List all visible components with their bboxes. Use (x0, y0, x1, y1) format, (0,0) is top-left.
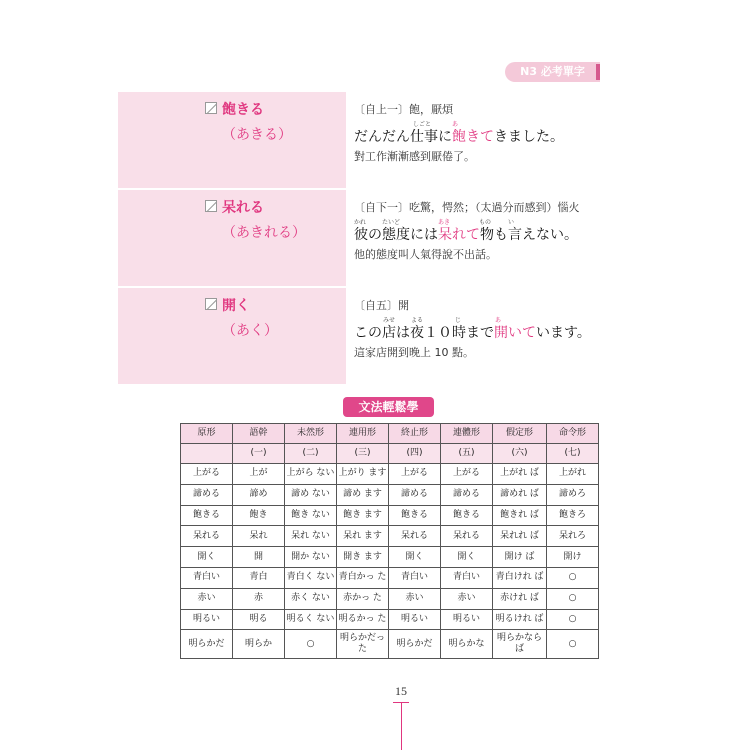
sentence-segment: この (354, 325, 382, 341)
table-cell: 開 (233, 547, 285, 568)
table-row (181, 567, 599, 588)
table-cell: 開か ない (285, 547, 337, 568)
vocab-word-panel (118, 92, 346, 188)
table-row (181, 630, 599, 659)
table-cell: ○ (547, 630, 599, 659)
part-of-speech: 〔自五〕開 (354, 299, 409, 312)
table-cell: 呆れ ます (337, 526, 389, 547)
table-cell: 開き ます (337, 547, 389, 568)
table-cell: 明る (233, 609, 285, 630)
table-cell: 飽きれ ば (493, 505, 547, 526)
sentence-highlight: 呆れて (438, 227, 480, 243)
column-number: (三) (337, 444, 389, 464)
table-cell: 諦める (441, 484, 493, 505)
vocab-detail (354, 190, 600, 286)
divider (118, 384, 346, 386)
checkbox-icon[interactable] (205, 200, 217, 212)
conjugation-table (180, 423, 599, 659)
table-cell: 上がり ます (337, 464, 389, 485)
table-row (181, 484, 599, 505)
table-cell: 赤い (389, 588, 441, 609)
table-cell: 呆れる (389, 526, 441, 547)
table-cell: 開く (181, 547, 233, 568)
vocab-word: 開く (222, 298, 250, 314)
table-cell: 青白い (181, 567, 233, 588)
table-cell: 上がる (181, 464, 233, 485)
sentence-segment: 仕事 (410, 129, 438, 145)
column-number: (七) (547, 444, 599, 464)
checkbox-icon[interactable] (205, 298, 217, 310)
sentence-segment: １０ (424, 325, 452, 341)
table-row (181, 547, 599, 568)
table-row (181, 464, 599, 485)
table-cell: 諦め (233, 484, 285, 505)
sentence-segment: います。 (536, 325, 591, 341)
table-cell: ○ (547, 609, 599, 630)
furigana: あ (452, 121, 459, 128)
column-header: 原形 (181, 424, 233, 444)
vocab-detail (354, 288, 600, 384)
furigana: あ (495, 317, 502, 324)
table-cell: 明らかなら ば (493, 630, 547, 659)
furigana: しごと (413, 121, 432, 128)
table-cell: 明るい (441, 609, 493, 630)
sentence-segment: 態度 (382, 227, 410, 243)
translation: 對工作漸漸感到厭倦了。 (354, 150, 475, 163)
vocab-detail (354, 92, 600, 188)
table-cell: 赤い (441, 588, 493, 609)
vocab-word: 飽きる (222, 102, 264, 118)
table-cell: 青白かっ た (337, 567, 389, 588)
table-cell: 青白く ない (285, 567, 337, 588)
table-cell: 明らかだ (389, 630, 441, 659)
table-cell: 明るかっ た (337, 609, 389, 630)
sentence-segment: 言 (508, 227, 522, 243)
table-cell: 明るけれ ば (493, 609, 547, 630)
vocab-entry-3 (118, 288, 600, 386)
table-cell: 明るい (389, 609, 441, 630)
table-cell: 上がら ない (285, 464, 337, 485)
table-cell: 呆れる (441, 526, 493, 547)
furigana: じ (455, 317, 462, 324)
grammar-section-title: 文法輕鬆學 (343, 397, 434, 417)
table-cell: ○ (547, 588, 599, 609)
furigana: みせ (383, 317, 396, 324)
table-cell: 諦め ます (337, 484, 389, 505)
table-cell: 青白 (233, 567, 285, 588)
table-number-row (181, 444, 599, 464)
table-cell: 諦める (181, 484, 233, 505)
column-header: 終止形 (389, 424, 441, 444)
vocab-entry-1 (118, 92, 600, 190)
table-cell: 赤い (181, 588, 233, 609)
table-cell: 呆れ ない (285, 526, 337, 547)
sentence-segment: まで (466, 325, 494, 341)
furigana: よる (411, 317, 424, 324)
table-cell: 飽き ます (337, 505, 389, 526)
vocab-list (118, 92, 600, 386)
table-cell: 青白い (389, 567, 441, 588)
table-cell: ○ (547, 567, 599, 588)
table-row (181, 526, 599, 547)
sentence-segment: 物 (480, 227, 494, 243)
table-cell: 諦める (389, 484, 441, 505)
table-cell: 明るく ない (285, 609, 337, 630)
column-header: 假定形 (493, 424, 547, 444)
column-header: 連體形 (441, 424, 493, 444)
table-header-row (181, 424, 599, 444)
sentence-segment: きました。 (494, 129, 564, 145)
part-of-speech: 〔自下一〕吃驚，愕然；（太過分而感到）惱火 (354, 201, 580, 214)
sentence-segment: は (396, 325, 410, 341)
table-cell: 明らか (233, 630, 285, 659)
table-cell: 赤かっ た (337, 588, 389, 609)
checkbox-icon[interactable] (205, 102, 217, 114)
table-cell: 呆れる (181, 526, 233, 547)
vocab-word-panel (118, 288, 346, 384)
table-cell: 諦めれ ば (493, 484, 547, 505)
translation: 他的態度叫人氣得說不出話。 (354, 248, 497, 261)
sentence-segment: の (368, 227, 382, 243)
table-cell: 青白けれ ば (493, 567, 547, 588)
table-cell: 上がる (441, 464, 493, 485)
table-cell: 飽き ない (285, 505, 337, 526)
column-number (181, 444, 233, 464)
table-cell: 諦めろ (547, 484, 599, 505)
column-header: 命令形 (547, 424, 599, 444)
page-number: 15 (395, 684, 407, 698)
table-cell: 赤けれ ば (493, 588, 547, 609)
sentence-segment: 彼 (354, 227, 368, 243)
furigana: たいど (382, 219, 401, 226)
table-cell: 上がれ ば (493, 464, 547, 485)
column-header: 連用形 (337, 424, 389, 444)
example-sentence (354, 322, 591, 342)
translation: 這家店開到晚上 10 點。 (354, 346, 474, 359)
vocab-word-panel (118, 190, 346, 286)
table-cell: 呆れれ ば (493, 526, 547, 547)
furigana: かれ (354, 219, 367, 226)
table-cell: 上がれ (547, 464, 599, 485)
sentence-highlight: 開いて (494, 325, 536, 341)
table-cell: 呆れ (233, 526, 285, 547)
sentence-segment: も (494, 227, 508, 243)
sentence-segment: 夜 (410, 325, 424, 341)
vocab-entry-2 (118, 190, 600, 288)
section-header-tab: N3 必考單字 (505, 62, 600, 82)
vocab-reading: （あきれる） (222, 225, 306, 241)
furigana: い (508, 219, 515, 226)
table-row (181, 588, 599, 609)
part-of-speech: 〔自上一〕飽，厭煩 (354, 103, 453, 116)
table-cell: 開く (389, 547, 441, 568)
column-number: (四) (389, 444, 441, 464)
table-cell: 上がる (389, 464, 441, 485)
table-cell: 諦め ない (285, 484, 337, 505)
furigana: もの (479, 219, 492, 226)
vocab-word: 呆れる (222, 200, 264, 216)
column-number: (五) (441, 444, 493, 464)
table-cell: 飽きる (441, 505, 493, 526)
table-row (181, 609, 599, 630)
sentence-segment: だんだん (354, 129, 410, 145)
example-sentence (354, 224, 578, 244)
table-body (181, 464, 599, 659)
table-cell: 赤 (233, 588, 285, 609)
column-number: (一) (233, 444, 285, 464)
table-cell: 明らかだ (181, 630, 233, 659)
table-cell: 明るい (181, 609, 233, 630)
sentence-highlight: 飽きて (452, 129, 494, 145)
sentence-segment: には (410, 227, 438, 243)
table-cell: 呆れろ (547, 526, 599, 547)
sentence-segment: 時 (452, 325, 466, 341)
table-cell: 明らかな (441, 630, 493, 659)
sentence-segment: 店 (382, 325, 396, 341)
table-row (181, 505, 599, 526)
table-cell: 開け ば (493, 547, 547, 568)
table-cell: 上が (233, 464, 285, 485)
column-number: (六) (493, 444, 547, 464)
table-cell: ○ (285, 630, 337, 659)
column-header: 未然形 (285, 424, 337, 444)
furigana: あき (438, 219, 451, 226)
table-cell: 青白い (441, 567, 493, 588)
table-cell: 飽きろ (547, 505, 599, 526)
example-sentence (354, 126, 564, 146)
sentence-segment: えない。 (522, 227, 578, 243)
table-cell: 明らかだっ た (337, 630, 389, 659)
vocab-reading: （あきる） (222, 127, 292, 143)
column-header: 語幹 (233, 424, 285, 444)
table-cell: 飽きる (389, 505, 441, 526)
vocab-reading: （あく） (222, 323, 278, 339)
table-cell: 開け (547, 547, 599, 568)
header-tab-accent (596, 64, 600, 80)
table-cell: 飽きる (181, 505, 233, 526)
table-cell: 開く (441, 547, 493, 568)
table-cell: 飽き (233, 505, 285, 526)
table-cell: 赤く ない (285, 588, 337, 609)
page-marker-line (401, 702, 402, 750)
sentence-segment: に (438, 129, 452, 145)
column-number: (二) (285, 444, 337, 464)
